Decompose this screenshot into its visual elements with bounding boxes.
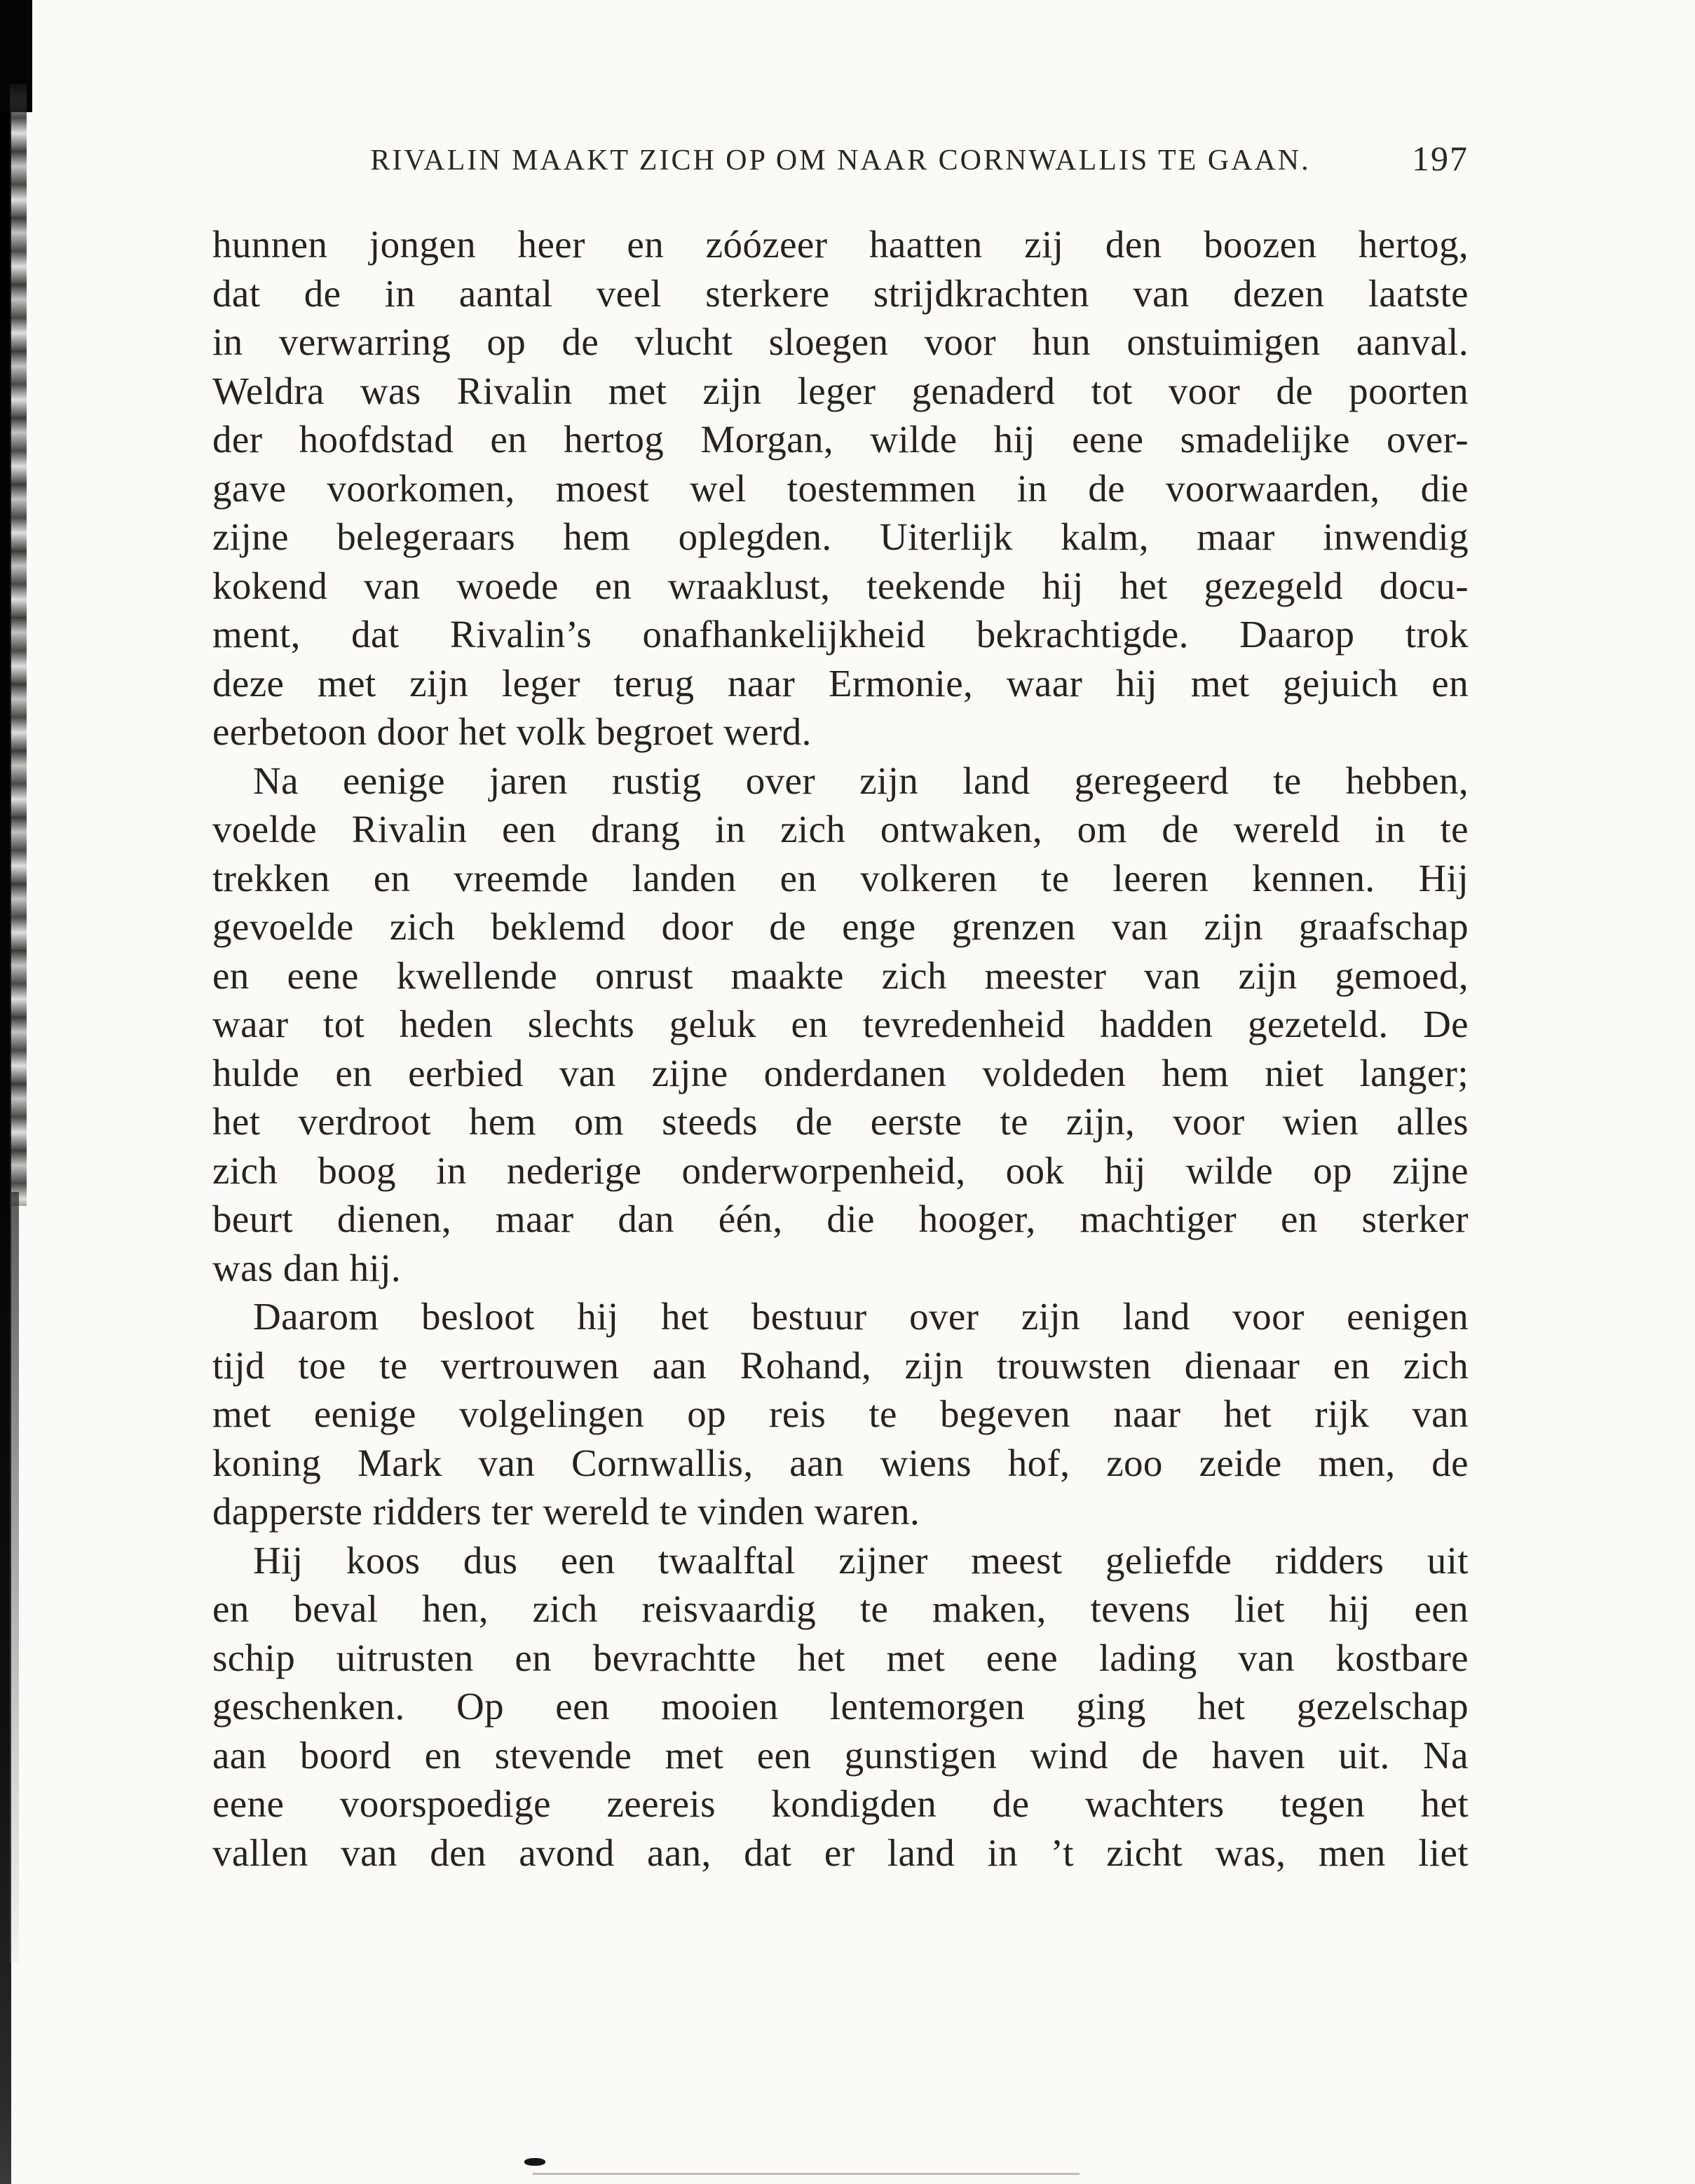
text-line: deze met zijn leger terug naar Ermonie, waar hij met gejuich en	[212, 661, 1469, 705]
running-title: RIVALIN MAAKT ZICH OP OM NAAR CORNWALLIS TE GAAN.	[370, 144, 1311, 177]
scan-edge-mid	[10, 1192, 19, 1963]
text-line: kokend van woede en wraaklust, teekende hij het gezegeld docu-	[212, 564, 1469, 607]
text-line: waar tot heden slechts geluk en tevredenheid hadden gezeteld. De	[212, 1003, 1469, 1045]
text-line: gave voorkomen, moest wel toestemmen in de voorwaarden, die	[212, 466, 1469, 510]
scan-faint-line	[533, 2173, 1080, 2175]
text-line: zich boog in nederige onderworpenheid, ook hij wilde op zijne	[212, 1148, 1469, 1192]
text-line: trekken en vreemde landen en volkeren te leeren kennen. Hij	[212, 856, 1469, 900]
text-line: schip uitrusten en bevrachtte het met eene lading van kostbare	[212, 1636, 1469, 1679]
text-line: met eenige volgelingen op reis te begeven naar het rijk van	[212, 1392, 1469, 1435]
text-line: gevoelde zich beklemd door de enge grenzen van zijn graafschap	[212, 905, 1469, 948]
page-body	[212, 220, 1469, 1877]
text-paragraph	[212, 757, 1469, 1293]
text-paragraph	[212, 1292, 1469, 1536]
text-line: dat de in aantal veel sterkere strijdkrachten van dezen laatste	[212, 271, 1469, 315]
text-line: dapperste ridders ter wereld te vinden waren.	[212, 1490, 920, 1533]
text-line: hunnen jongen heer en zóózeer haatten zij den boozen hertog,	[212, 223, 1469, 266]
text-paragraph	[212, 1536, 1469, 1878]
text-line: vallen van den avond aan, dat er land in ’t zicht was, men liet	[212, 1831, 1469, 1874]
text-line: der hoofdstad en hertog Morgan, wilde hij eene smadelijke over-	[212, 418, 1469, 461]
text-line: eene voorspoedige zeereis kondigden de wachters tegen het	[212, 1782, 1469, 1825]
text-line: en beval hen, zich reisvaardig te maken, tevens liet hij een	[212, 1587, 1469, 1630]
page-header	[212, 139, 1469, 183]
text-line: hulde en eerbied van zijne onderdanen voldeden hem niet langer;	[212, 1051, 1469, 1094]
text-line: voelde Rivalin een drang in zich ontwaken, om de wereld in te	[212, 808, 1469, 850]
text-line: Hij koos dus een twaalftal zijner meest geliefde ridders uit	[253, 1538, 1469, 1582]
text-line: eerbetoon door het volk begroet werd.	[212, 710, 812, 753]
scan-speck	[524, 2158, 545, 2166]
text-line: in verwarring op de vlucht sloegen voor hun onstuimigen aanval.	[212, 320, 1469, 363]
text-line: Daarom besloot hij het bestuur over zijn land voor eenigen	[253, 1295, 1469, 1338]
scan-edge-texture	[10, 84, 27, 1206]
text-line: aan boord en stevende met een gunstigen wind de haven uit. Na	[212, 1733, 1469, 1777]
text-line: geschenken. Op een mooien lentemorgen ging het gezelschap	[212, 1685, 1469, 1728]
text-line: ment, dat Rivalin’s onafhankelijkheid bekrachtigde. Daarop trok	[212, 613, 1469, 656]
page-number: 197	[1412, 139, 1469, 178]
text-line: koning Mark van Cornwallis, aan wiens hof, zoo zeide men, de	[212, 1441, 1469, 1484]
text-line: was dan hij.	[212, 1246, 402, 1289]
text-line: het verdroot hem om steeds de eerste te zijn, voor wien alles	[212, 1100, 1469, 1143]
text-line: en eene kwellende onrust maakte zich meester van zijn gemoed,	[212, 954, 1469, 997]
text-line: beurt dienen, maar dan één, die hooger, machtiger en sterker	[212, 1198, 1469, 1240]
text-line: Na eenige jaren rustig over zijn land geregeerd te hebben,	[253, 759, 1469, 802]
text-paragraph	[212, 220, 1469, 757]
text-line: Weldra was Rivalin met zijn leger genaderd tot voor de poorten	[212, 369, 1469, 412]
text-line: tijd toe te vertrouwen aan Rohand, zijn trouwsten dienaar en zich	[212, 1343, 1469, 1387]
text-line: zijne belegeraars hem oplegden. Uiterlijk kalm, maar inwendig	[212, 515, 1469, 558]
